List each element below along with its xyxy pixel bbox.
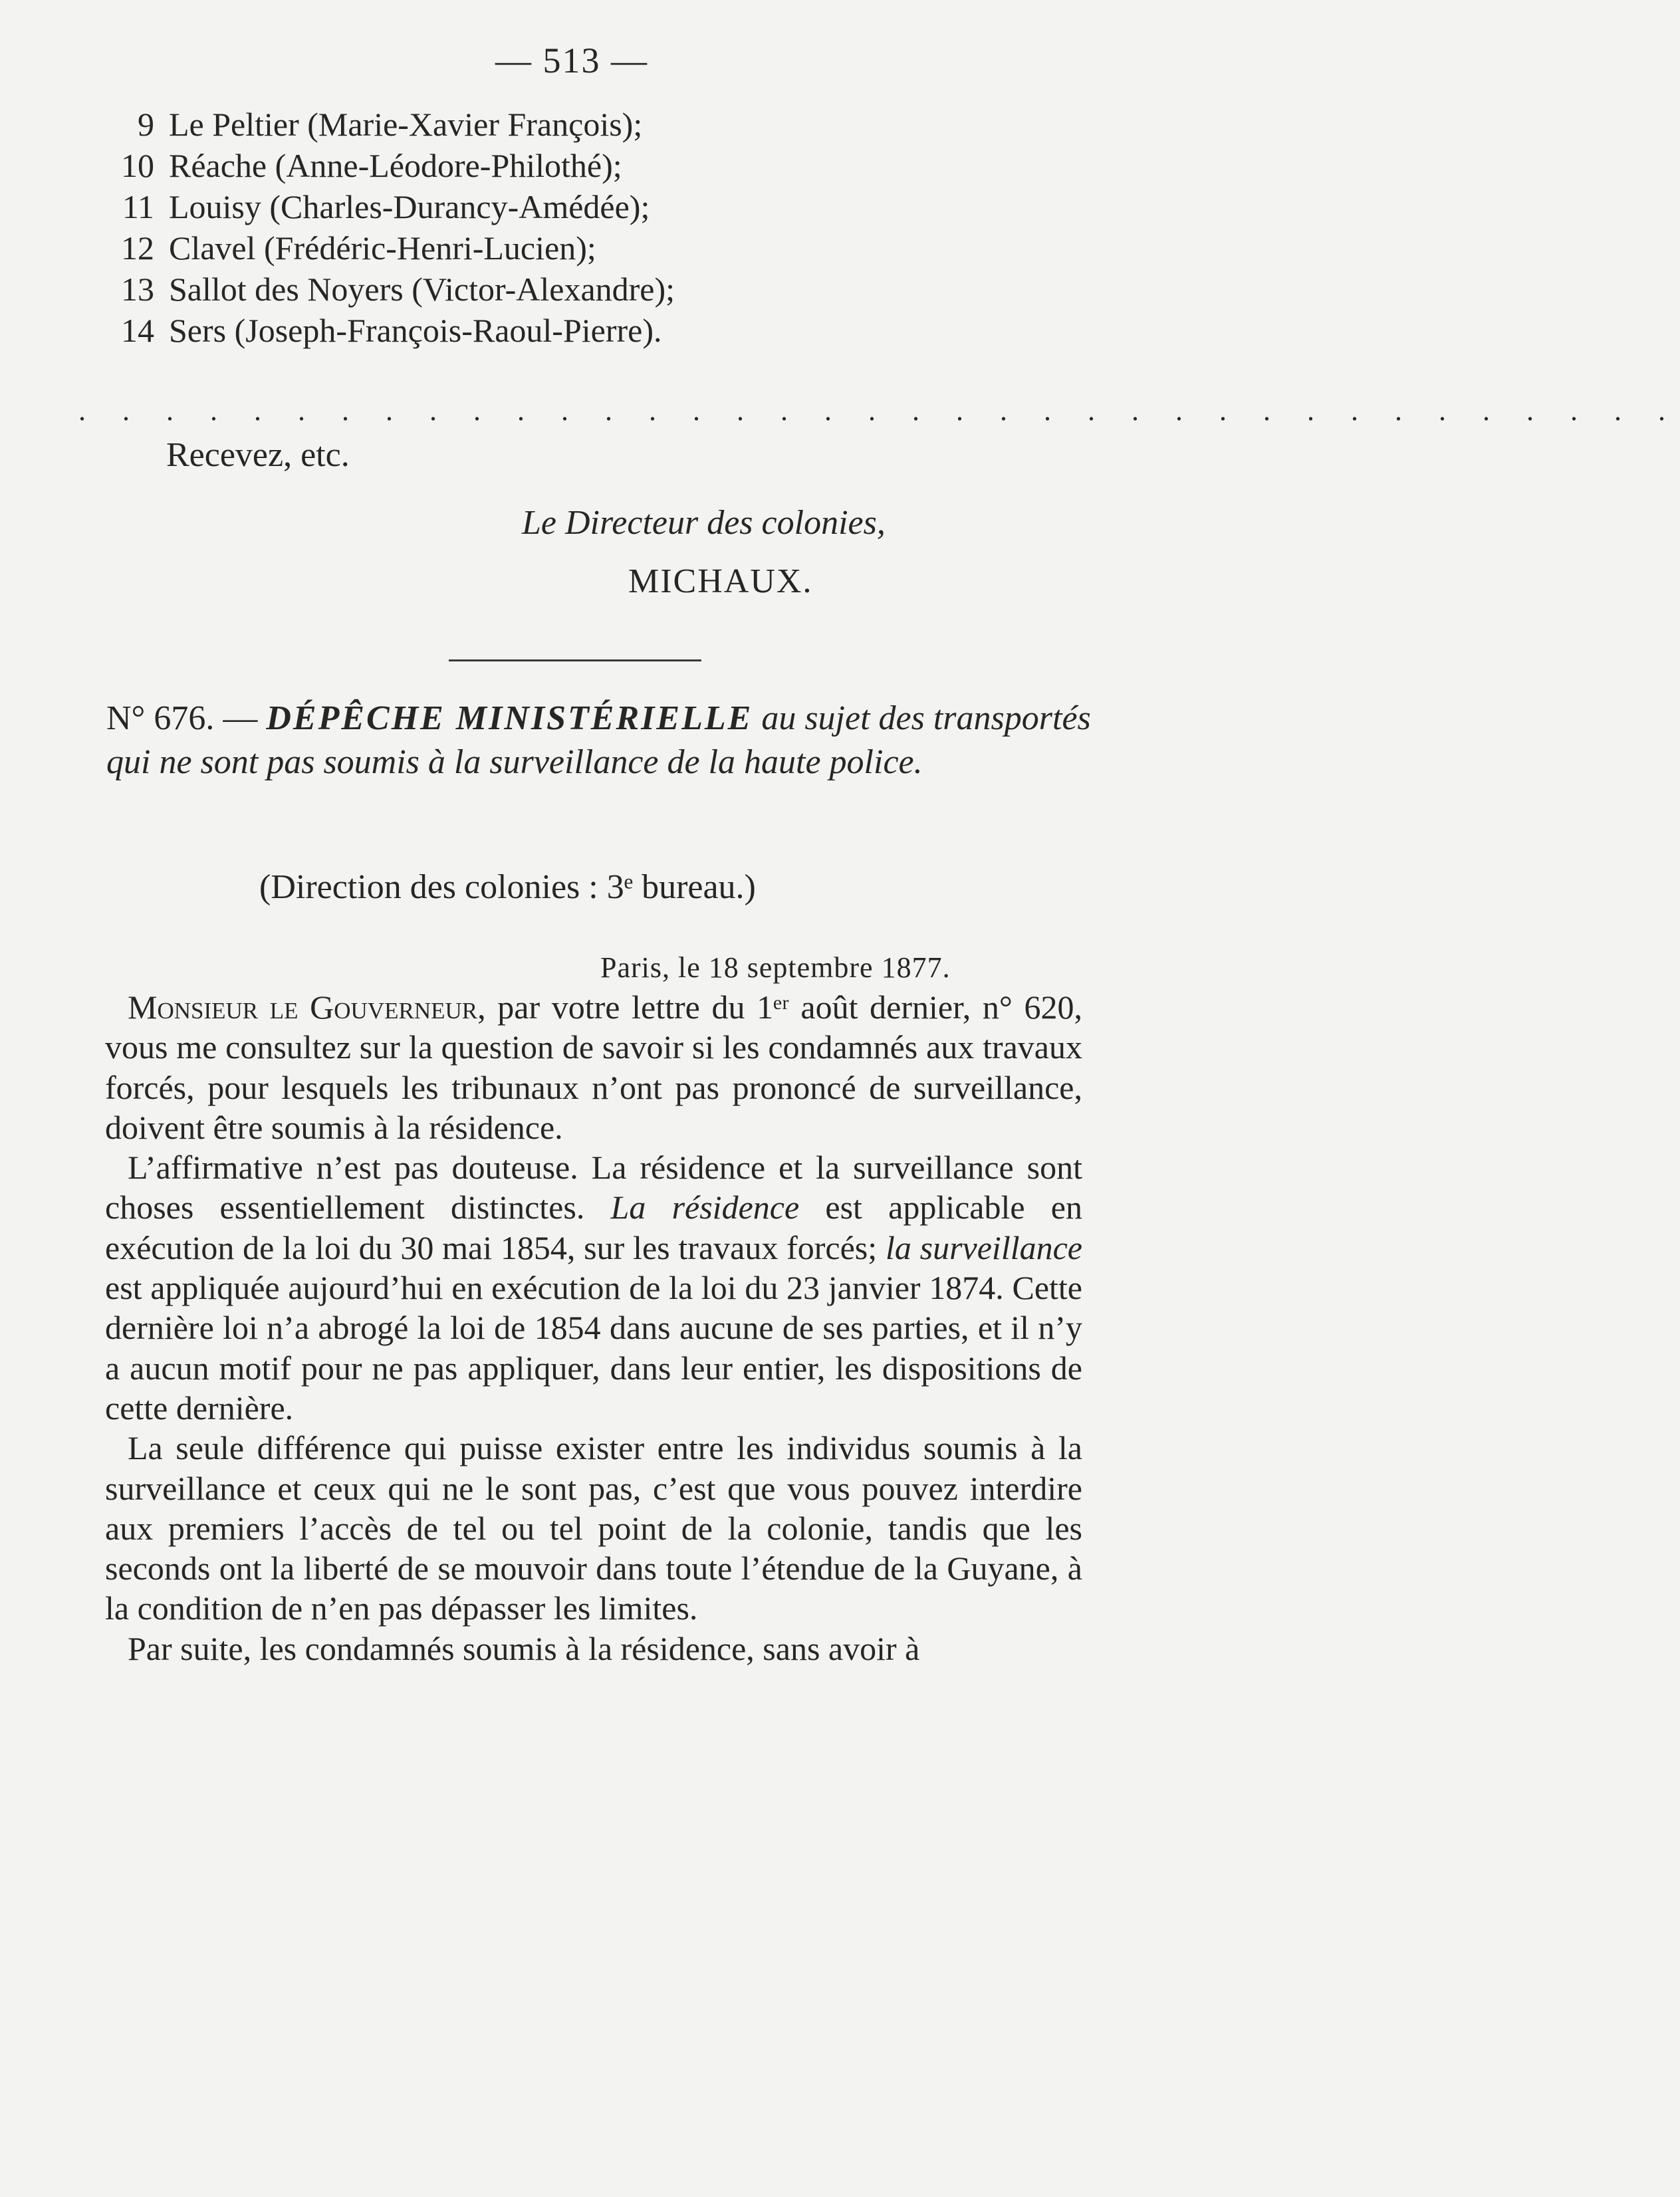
list-item-number: 14 [121, 312, 154, 349]
page-number: — 513 — [495, 41, 648, 80]
paragraph: Par suite, les condamnés soumis à la résidence, sans avoir à [128, 1629, 920, 1667]
section-divider [449, 659, 701, 661]
paragraph-text: est appliquée aujourd’hui en exécution de la loi du 23 janvier 1874. Cette dernière loi n’a abrogé la loi de 1854 dans aucune de ses parties, et il n’y a aucun motif pour ne pas appliquer, dans leur entier, les dispositions de cette dernière. [105, 1269, 1082, 1427]
dispatch-title: DÉPÊCHE MINISTÉRIELLE [266, 699, 753, 737]
paragraph-text: L’affirmative n’est pas douteuse. La résidence et la surveillance sont choses essentiellement distinctes. [105, 1149, 1082, 1226]
list-item-number: 10 [121, 147, 154, 184]
list-item-number: 9 [138, 106, 154, 143]
list-item [106, 145, 675, 186]
list-item-text: Sers (Joseph-François-Raoul-Pierre). [169, 312, 662, 349]
dispatch-number: N° 676. — [106, 699, 258, 737]
name-list [106, 104, 675, 351]
list-item-text: Sallot des Noyers (Victor-Alexandre); [169, 271, 675, 308]
list-item-text: Clavel (Frédéric-Henri-Lucien); [169, 229, 596, 267]
letter-body [105, 987, 1082, 1669]
signature-title: Le Directeur des colonies, [522, 504, 886, 542]
signature-name: MICHAUX. [628, 562, 813, 600]
list-item [106, 310, 675, 351]
list-item-number: 13 [121, 271, 154, 308]
list-item-text: Louisy (Charles-Durancy-Amédée); [169, 188, 650, 225]
list-item [106, 186, 675, 227]
dispatch-direction: (Direction des colonies : 3ᵉ bureau.) [259, 868, 756, 906]
list-item-number: 11 [122, 188, 154, 225]
emphasis-term: la surveillance [885, 1228, 1082, 1266]
list-item [106, 104, 675, 145]
paragraph-text: est applicable en exécution de la loi du 30 mai 1854, sur les travaux forcés; [105, 1189, 1082, 1266]
list-item [106, 227, 675, 269]
dispatch-heading [106, 697, 1104, 784]
list-item-text: Le Peltier (Marie-Xavier François); [169, 106, 643, 143]
paragraph: La seule différence qui puisse exister entre les individus soumis à la surveillance et ceux qui ne le sont pas, c’est que vous pouvez interdire aux premiers l’accès de tel ou tel point de la colonie, tandis que les seconds ont la liberté de se mouvoir dans toute l’étendue de la Guyane, à la condition de n’en pas dépasser les limites. [105, 1429, 1082, 1627]
dispatch-dateline: Paris, le 18 septembre 1877. [600, 951, 951, 984]
paragraph [105, 987, 1082, 1147]
list-item-text: Réache (Anne-Léodore-Philothé); [169, 147, 622, 184]
salutation: Monsieur le Gouverneur, [128, 988, 486, 1026]
paragraph [105, 1147, 1082, 1428]
closing-formula: Recevez, etc. [166, 436, 350, 474]
list-item [106, 269, 675, 310]
dispatch-subject: au sujet des transportés qui ne sont pas soumis à la surveillance de la haute police. [106, 699, 1091, 781]
list-item-number: 12 [121, 229, 154, 267]
paragraph-text: par votre lettre du 1ᵉʳ août dernier, n° 620, vous me consultez sur la question de savoir si les condamnés aux travaux forcés, pour lesquels les tribunaux n’ont pas prononcé de surveillance, doivent être soumis à la résidence. [105, 988, 1082, 1146]
dotted-separator: . . . . . . . . . . . . . . . . . . . . . . . . . . . . . . . . . . . . . [78, 394, 1680, 427]
emphasis-term: La résidence [610, 1189, 800, 1226]
